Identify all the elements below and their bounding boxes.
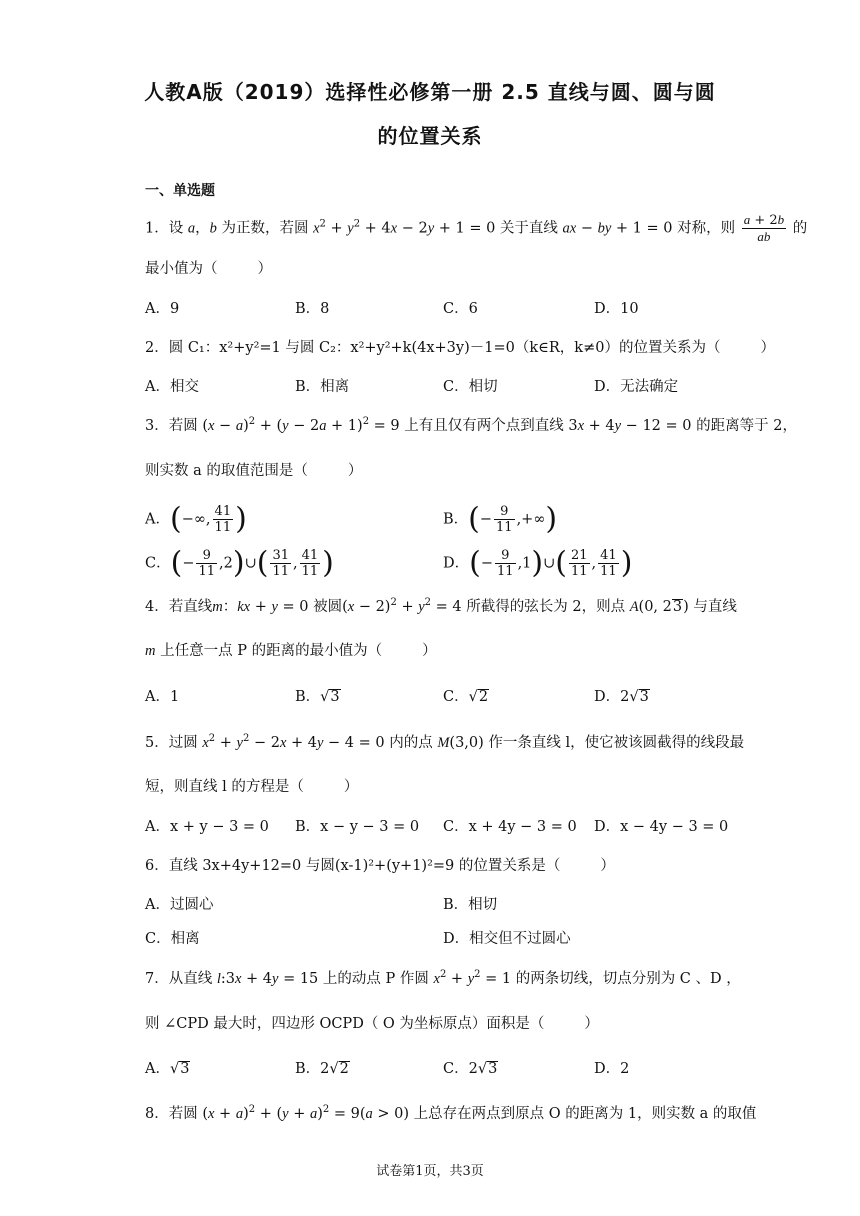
section-heading: 一、单选题 xyxy=(145,183,215,199)
question-3-stem: 3．若圆 $(x - a)^2 + (y - 2a + 1)^2 = 9$ 上有且仅有两个点到直线 3x + 4y − 12 = 0 的距离等于 2， xyxy=(145,416,797,434)
question-7-stem: 7．从直线 l:3x + 4y = 15 上的动点 P 作圆 $x^2 + y^2 = 1$ 的两条切线，切点分别为 C 、D ， xyxy=(145,969,741,987)
question-1-option-a: A．9 xyxy=(145,301,180,317)
question-6-option-b: B．相切 xyxy=(443,897,498,913)
question-7-option-d: D．2 xyxy=(594,1061,630,1077)
question-7-option-b: B．2√2 xyxy=(295,1061,349,1077)
question-2-option-b: B．相离 xyxy=(295,379,350,395)
question-3-option-c: C．(− $\frac{9}{11}$ ,2)∪( $\frac{31}{11}$ , $\frac{41}{11}$ ) xyxy=(145,545,334,581)
question-3-option-b: B．(− $\frac{9}{11}$ ,+∞) xyxy=(443,501,558,537)
question-7-stem-cont: 则 ∠CPD 最大时，四边形 OCPD（ O 为坐标原点）面积是（ ） xyxy=(145,1016,599,1032)
question-2-stem: 2．圆 C₁：x²+y²=1 与圆 C₂：x²+y²+k(4x+3y)－1=0（k∈R，k≠0）的位置关系为（ ） xyxy=(145,340,775,356)
question-1-option-b: B．8 xyxy=(295,301,330,317)
question-4-option-a: A．1 xyxy=(145,689,180,705)
question-5-stem-cont: 短，则直线 l 的方程是（ ） xyxy=(145,779,359,795)
question-6-option-a: A．过圆心 xyxy=(145,897,214,913)
question-3-option-d: D．(− $\frac{9}{11}$ ,1)∪( $\frac{21}{11}$ , $\frac{41}{11}$ ) xyxy=(443,545,633,581)
question-4-stem-cont: m 上任意一点 P 的距离的最小值为（ ） xyxy=(145,643,437,659)
question-7-option-c: C．2√3 xyxy=(443,1061,498,1077)
document-title-line2: 的位置关系 xyxy=(377,124,483,148)
question-5-option-c: C．x + 4y − 3 = 0 xyxy=(443,819,577,835)
question-6-option-d: D．相交但不过圆心 xyxy=(443,931,571,947)
question-1-stem-cont: 最小值为（ ） xyxy=(145,261,272,277)
document-title-line1: 人教A版（2019）选择性必修第一册 2.5 直线与圆、圆与圆 xyxy=(144,80,716,104)
question-7-option-a: A．√3 xyxy=(145,1061,190,1077)
question-8-stem: 8．若圆 $(x + a)^2 + (y + a)^2 = 9(a > 0)$ 上总存在两点到原点 O 的距离为 1，则实数 a 的取值 xyxy=(145,1104,757,1122)
question-5-option-b: B．x − y − 3 = 0 xyxy=(295,819,420,835)
question-1-option-d: D．10 xyxy=(594,301,639,317)
question-1-option-c: C．6 xyxy=(443,301,478,317)
question-5-option-d: D．x − 4y − 3 = 0 xyxy=(594,819,729,835)
question-2-option-c: C．相切 xyxy=(443,379,498,395)
question-2-option-d: D．无法确定 xyxy=(594,379,679,395)
question-4-option-b: B．√3 xyxy=(295,689,340,705)
question-3-option-a: A．(−∞, $\frac{41}{11}$ ) xyxy=(145,501,247,537)
question-6-stem: 6．直线 3x+4y+12=0 与圆(x-1)²+(y+1)²=9 的位置关系是（ ） xyxy=(145,858,615,874)
question-4-option-c: C．√2 xyxy=(443,689,489,705)
question-2-option-a: A．相交 xyxy=(145,379,199,395)
question-4-option-d: D．2√3 xyxy=(594,689,649,705)
question-3-stem-cont: 则实数 a 的取值范围是（ ） xyxy=(145,463,363,479)
page-footer: 试卷第1页，共3页 xyxy=(376,1164,484,1179)
question-1-stem: 1．设 a，b 为正数，若圆 $x^2 + y^2 + 4x - 2y + 1 = 0$ 关于直线 ax − by + 1 = 0 对称，则 $\frac{a + 2b}{ab}$ 的 xyxy=(145,212,808,244)
question-4-stem: 4．若直线m：kx + y = 0 被圆$(x - 2)^2 + y^2 = 4$ 所截得的弦长为 2，则点 A(0, 23) 与直线 xyxy=(145,597,737,615)
question-5-option-a: A．x + y − 3 = 0 xyxy=(145,819,269,835)
question-6-option-c: C．相离 xyxy=(145,931,200,947)
question-5-stem: 5．过圆 $x^2 + y^2 - 2x + 4y - 4 = 0$ 内的点 M(3,0) 作一条直线 l，使它被该圆截得的线段最 xyxy=(145,733,745,751)
